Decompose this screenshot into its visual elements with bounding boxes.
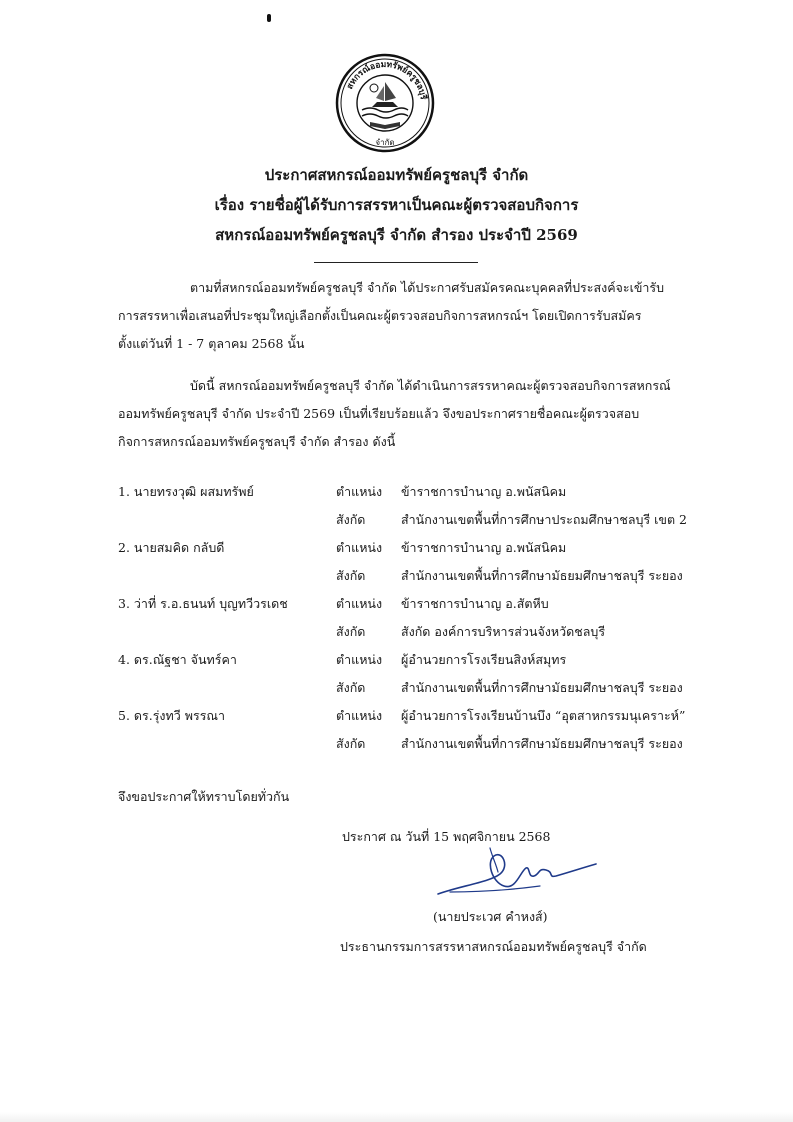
position-label: ตำแหน่ง xyxy=(336,708,383,723)
affiliation-label: สังกัด xyxy=(336,568,366,583)
paragraph-2 xyxy=(118,372,698,456)
member-name: 4. ดร.ณัฐชา จันทร์คา xyxy=(118,652,237,667)
member-name: 3. ว่าที่ ร.อ.ธนนท์ บุญทวีวรเดช xyxy=(118,596,288,611)
member-affiliation: สำนักงานเขตพื้นที่การศึกษามัธยมศึกษาชลบุรี ระยอง xyxy=(401,568,683,583)
svg-text:สหกรณ์ออมทรัพย์ครูชลบุรี: สหกรณ์ออมทรัพย์ครูชลบุรี xyxy=(345,59,428,101)
member-row xyxy=(118,702,718,730)
closing-statement: จึงขอประกาศให้ทราบโดยทั่วกัน xyxy=(118,789,290,804)
header-line-3: สหกรณ์ออมทรัพย์ครูชลบุรี จำกัด สำรอง ประจำปี 2569 xyxy=(215,226,578,244)
header-divider xyxy=(314,262,478,263)
member-row xyxy=(118,534,718,562)
signer-name: (นายประเวศ คำหงส์) xyxy=(433,909,548,924)
paragraph-2-line: กิจการสหกรณ์ออมทรัพย์ครูชลบุรี จำกัด สำรอง ดังนี้ xyxy=(118,434,396,449)
member-affiliation-row xyxy=(118,618,718,646)
affiliation-label: สังกัด xyxy=(336,512,366,527)
position-label: ตำแหน่ง xyxy=(336,596,383,611)
svg-text:จำกัด: จำกัด xyxy=(375,138,395,147)
affiliation-label: สังกัด xyxy=(336,624,366,639)
member-name: 1. นายทรงวุฒิ ผสมทรัพย์ xyxy=(118,484,254,499)
member-row xyxy=(118,590,718,618)
paragraph-1-line: ตามที่สหกรณ์ออมทรัพย์ครูชลบุรี จำกัด ได้ประกาศรับสมัครคณะบุคคลที่ประสงค์จะเข้ารับ xyxy=(190,280,665,295)
member-affiliation-row xyxy=(118,562,718,590)
member-position: ข้าราชการบำนาญ อ.สัตหีบ xyxy=(401,596,549,611)
cooperative-seal-icon xyxy=(334,52,436,154)
member-affiliation-row xyxy=(118,674,718,702)
announcement-header xyxy=(0,160,793,250)
member-row xyxy=(118,646,718,674)
header-line-1: ประกาศสหกรณ์ออมทรัพย์ครูชลบุรี จำกัด xyxy=(264,166,529,184)
member-row xyxy=(118,478,718,506)
paragraph-2-line: บัดนี้ สหกรณ์ออมทรัพย์ครูชลบุรี จำกัด ได้ดำเนินการสรรหาคณะผู้ตรวจสอบกิจการสหกรณ์ xyxy=(190,378,671,393)
member-position: ข้าราชการบำนาญ อ.พนัสนิคม xyxy=(401,540,567,555)
scan-edge xyxy=(0,1112,793,1122)
member-affiliation: สังกัด องค์การบริหารส่วนจังหวัดชลบุรี xyxy=(401,624,606,639)
announcement-dateline: ประกาศ ณ วันที่ 15 พฤศจิกายน 2568 xyxy=(342,829,551,844)
paragraph-1-line: การสรรหาเพื่อเสนอที่ประชุมใหญ่เลือกตั้งเป็นคณะผู้ตรวจสอบกิจการสหกรณ์ฯ โดยเปิดการรับสมัคร xyxy=(118,308,642,323)
member-position: ข้าราชการบำนาญ อ.พนัสนิคม xyxy=(401,484,567,499)
member-affiliation: สำนักงานเขตพื้นที่การศึกษามัธยมศึกษาชลบุรี ระยอง xyxy=(401,680,683,695)
position-label: ตำแหน่ง xyxy=(336,652,383,667)
member-affiliation-row xyxy=(118,506,718,534)
member-affiliation-row xyxy=(118,730,718,758)
affiliation-label: สังกัด xyxy=(336,736,366,751)
signer-position: ประธานกรรมการสรรหาสหกรณ์ออมทรัพย์ครูชลบุรี จำกัด xyxy=(340,939,647,954)
member-affiliation: สำนักงานเขตพื้นที่การศึกษามัธยมศึกษาชลบุรี ระยอง xyxy=(401,736,683,751)
member-name: 5. ดร.รุ่งทวี พรรณา xyxy=(118,708,226,723)
header-line-2: เรื่อง รายชื่อผู้ได้รับการสรรหาเป็นคณะผู้ตรวจสอบกิจการ xyxy=(214,196,579,214)
paragraph-2-line: ออมทรัพย์ครูชลบุรี จำกัด ประจำปี 2569 เป็นที่เรียบร้อยแล้ว จึงขอประกาศรายชื่อคณะผู้ตรวจสอบ xyxy=(118,406,640,421)
position-label: ตำแหน่ง xyxy=(336,540,383,555)
member-position: ผู้อำนวยการโรงเรียนบ้านบึง “อุตสาหกรรมนุเคราะห์” xyxy=(401,708,686,723)
member-position: ผู้อำนวยการโรงเรียนสิงห์สมุทร xyxy=(401,652,567,667)
paragraph-1-line: ตั้งแต่วันที่ 1 - 7 ตุลาคม 2568 นั้น xyxy=(118,336,305,351)
member-name: 2. นายสมคิด กลับดี xyxy=(118,540,225,555)
paragraph-1 xyxy=(118,274,698,358)
member-list xyxy=(118,478,718,758)
member-affiliation: สำนักงานเขตพื้นที่การศึกษาประถมศึกษาชลบุรี เขต 2 xyxy=(401,512,688,527)
scan-mark xyxy=(267,14,271,22)
signature-icon xyxy=(430,842,600,902)
position-label: ตำแหน่ง xyxy=(336,484,383,499)
affiliation-label: สังกัด xyxy=(336,680,366,695)
